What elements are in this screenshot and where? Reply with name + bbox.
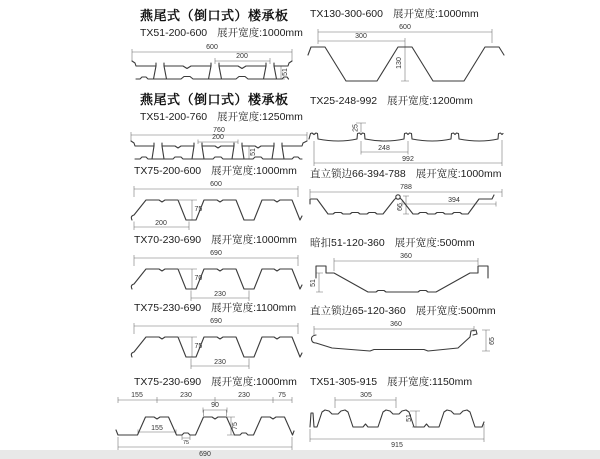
spec-label: 展开宽度:1000mm: [415, 168, 502, 180]
model-label: [310, 303, 506, 318]
model-code: TX70-230-690: [134, 234, 202, 246]
profile-path: [131, 200, 302, 220]
panel-tx75-200-600: [126, 162, 304, 234]
model-code: TX75-200-600: [134, 165, 202, 177]
dim-label-valley: 75: [182, 440, 190, 446]
dimension-lines: [310, 397, 484, 442]
profile-svg: [306, 391, 498, 449]
dim-label-height: 75: [232, 422, 239, 430]
spec-label: 展开宽度:1000mm: [211, 234, 297, 246]
dim-label-pan: 394: [448, 197, 460, 204]
model-label: [134, 374, 300, 389]
dim-label-pitch: 230: [214, 291, 226, 298]
model-code: TX130-300-600: [310, 8, 383, 20]
profile-path: [131, 141, 307, 159]
spec-label: 展开宽度:1000mm: [392, 8, 479, 20]
spec-label: 展开宽度:1250mm: [217, 111, 303, 123]
standing-seam-detail: [396, 195, 400, 199]
profile-svg: [126, 180, 304, 234]
spec-label: 展开宽度:500mm: [415, 305, 496, 317]
dim-label-rib-base: 155: [151, 425, 163, 432]
profile-svg: [110, 391, 300, 459]
dim-label-pitch: 248: [378, 145, 390, 152]
dim-label-total: 760: [213, 127, 225, 134]
panel-seam-65-120-360: [306, 302, 506, 360]
panel-seam-66-394-788: [306, 165, 506, 225]
spec-label: 展开宽度:1100mm: [211, 302, 297, 314]
dim-label-pitch: 200: [212, 134, 224, 141]
profile-svg: [126, 42, 298, 88]
dim-label-total: 600: [206, 44, 218, 51]
dimension-lines: [310, 189, 502, 214]
model-code: TX75-230-690: [134, 376, 202, 388]
profile-path: [316, 266, 488, 292]
dim-label-height: 75: [194, 206, 203, 213]
dim-label-total: 600: [210, 181, 222, 188]
model-code: 直立锁边66-394-788: [310, 168, 406, 180]
model-label: [134, 232, 304, 247]
profile-svg: [306, 23, 506, 87]
dim-label-height: 25: [352, 124, 360, 132]
panel-tx51-200-600: [126, 5, 303, 88]
dim-label-total: 360: [390, 321, 402, 328]
dim-label-pitch: 300: [355, 33, 367, 40]
panel-tx130-300-600: [306, 5, 506, 87]
model-label: [140, 25, 303, 40]
profile-path: [131, 337, 302, 357]
dimension-lines: [118, 397, 292, 450]
profile-path: [116, 417, 294, 435]
dim-label-seg3: 230: [238, 392, 250, 399]
model-label: [310, 235, 506, 250]
model-code: 暗扣51-120-360: [310, 237, 385, 249]
dim-label-total: 600: [399, 24, 411, 31]
model-label: [310, 6, 506, 21]
profile-svg: [306, 183, 506, 225]
dim-label-height: 51: [310, 279, 317, 287]
dim-label-pitch: 200: [155, 220, 167, 227]
dim-label-seg4: 75: [278, 392, 286, 399]
panel-tx25-248-992: [306, 92, 506, 168]
panel-tx75-230-690-1000: [110, 373, 300, 459]
model-label: [310, 166, 506, 181]
dim-label-total: 992: [402, 156, 414, 163]
dim-label-seg1: 155: [131, 392, 143, 399]
profile-svg: [126, 126, 312, 166]
panel-tx75-230-690-1100: [126, 299, 304, 373]
profile-path: [309, 133, 503, 141]
model-code: TX51-200-760: [140, 111, 208, 123]
panel-tx70-230-690: [126, 231, 304, 305]
profile-path: [310, 410, 484, 427]
model-label: [310, 374, 498, 389]
profile-bottom-path: [135, 143, 302, 159]
panel-title: 燕尾式（倒口式）楼承板: [140, 92, 289, 107]
dimension-lines: [318, 29, 492, 81]
dim-label-pitch: 305: [360, 392, 372, 399]
spec-label: 展开宽度:1000mm: [217, 27, 303, 39]
dim-label-height: 51: [282, 68, 289, 76]
profile-svg: [306, 252, 506, 298]
profile-path: [131, 269, 302, 289]
model-label: [140, 109, 312, 124]
model-code: TX51-305-915: [310, 376, 378, 388]
panel-clip-51-120-360: [306, 234, 506, 298]
profile-path: [312, 330, 478, 351]
dim-label-total: 360: [400, 253, 412, 260]
dim-label-height: 70: [194, 275, 203, 282]
model-label: [134, 300, 304, 315]
dim-label-height: 51: [250, 148, 257, 156]
profile-path: [308, 47, 504, 81]
spec-label: 展开宽度:500mm: [394, 237, 475, 249]
profile-svg: [306, 320, 506, 360]
dim-label-total: 690: [210, 250, 222, 257]
spec-label: 展开宽度:1150mm: [387, 376, 473, 388]
dim-label-pitch: 200: [236, 53, 248, 60]
panel-tx51-200-760: [126, 89, 312, 166]
profile-svg: [126, 317, 304, 373]
profile-svg: [306, 110, 506, 168]
model-code: TX75-230-690: [134, 302, 202, 314]
dim-label-seg2: 230: [180, 392, 192, 399]
dim-label-rib-top: 90: [211, 402, 219, 409]
dim-label-total: 788: [400, 184, 412, 191]
dim-label-height: 51: [406, 414, 413, 422]
spec-label: 展开宽度:1000mm: [211, 376, 297, 388]
model-code: TX51-200-600: [140, 27, 208, 39]
dim-label-height: 75: [194, 343, 203, 350]
dim-label-total: 915: [391, 442, 403, 449]
spec-label: 展开宽度:1000mm: [211, 165, 297, 177]
dim-label-height: 66: [397, 203, 404, 211]
dim-label-total: 690: [210, 318, 222, 325]
model-code: TX25-248-992: [310, 95, 378, 107]
model-code: 直立锁边65-120-360: [310, 305, 406, 317]
spec-label: 展开宽度:1200mm: [387, 95, 473, 107]
dim-label-total: 690: [199, 451, 211, 458]
dimension-lines: [314, 326, 490, 351]
profile-bottom-path: [136, 63, 289, 79]
dim-label-pitch: 230: [214, 359, 226, 366]
panel-title: 燕尾式（倒口式）楼承板: [140, 8, 289, 23]
dim-label-height: 65: [489, 337, 496, 345]
dimension-lines: [316, 258, 478, 292]
dim-label-height: 130: [396, 57, 403, 69]
profile-svg: [126, 249, 304, 305]
model-label: [134, 163, 304, 178]
panel-tx51-305-915: [306, 373, 498, 449]
model-label: [310, 93, 506, 108]
